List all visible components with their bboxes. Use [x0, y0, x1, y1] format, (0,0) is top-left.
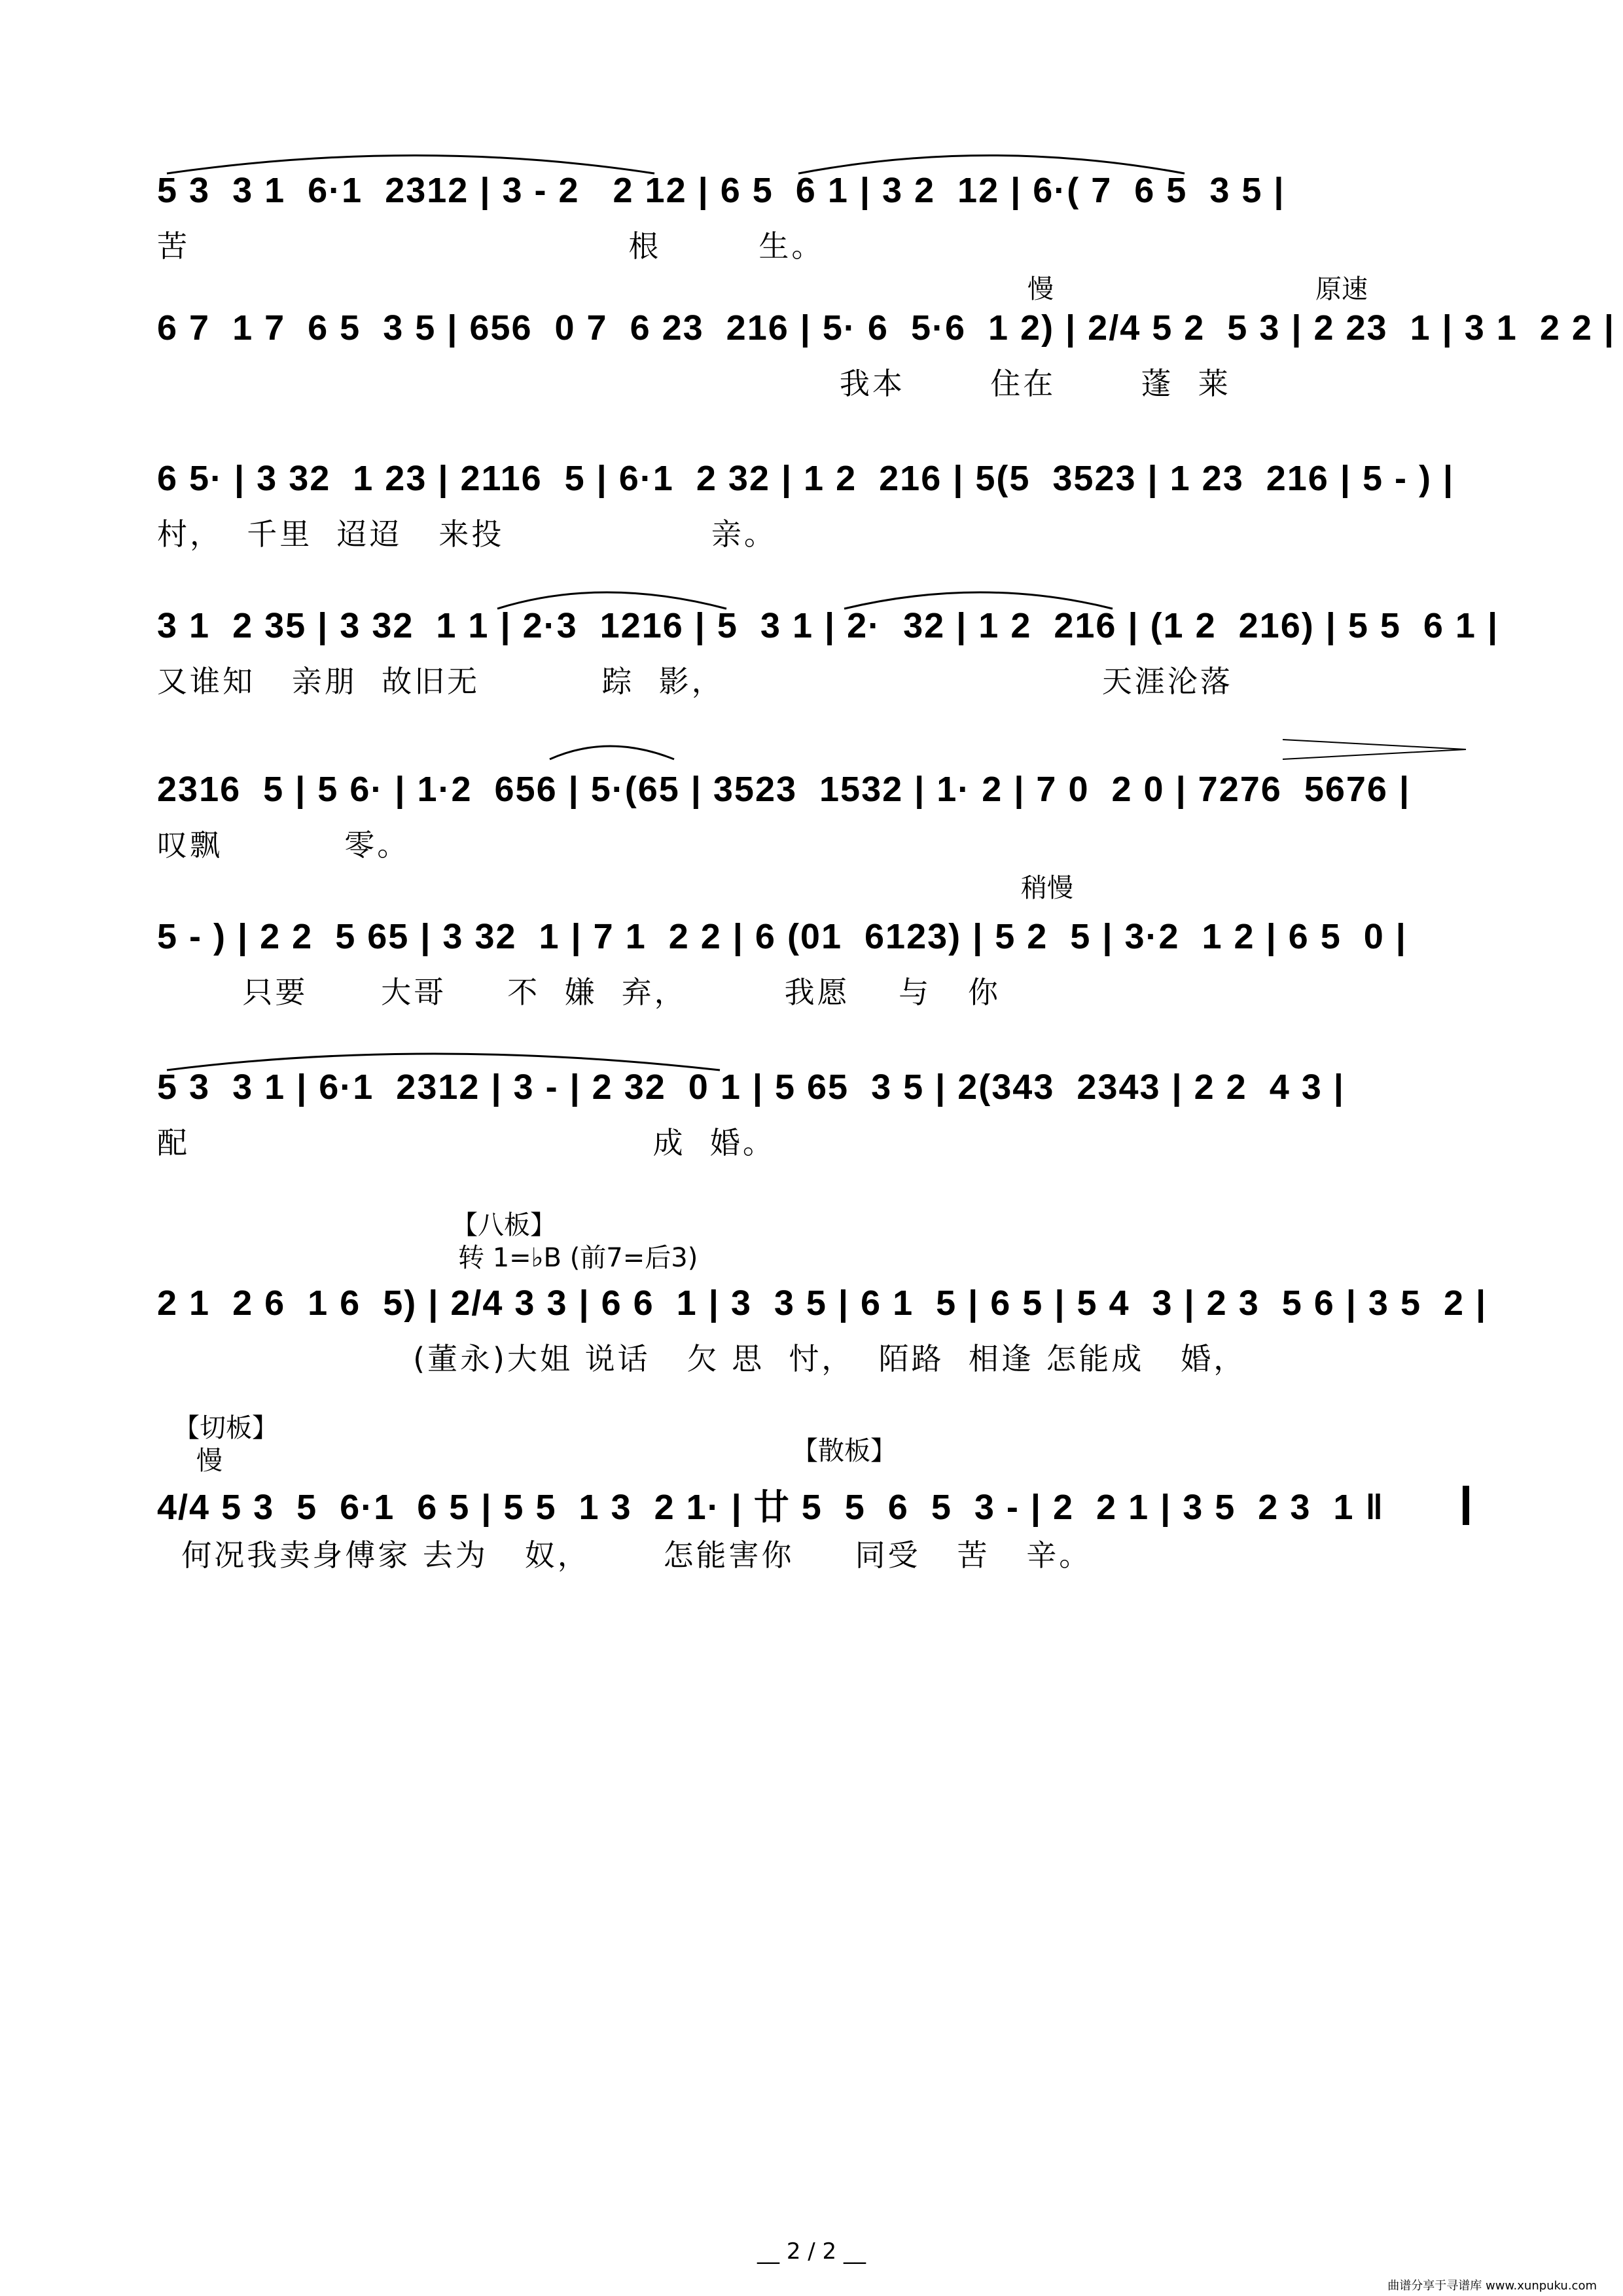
- lyrics-row: 我本 住在 蓬 莱: [157, 366, 1231, 401]
- tempo-mark-slow: 慢: [196, 1446, 223, 1476]
- tempo-mark-slightly-slow: 稍慢: [1021, 873, 1073, 903]
- lyrics-row: 配 成 婚。: [157, 1125, 776, 1160]
- notes-row: 5 3 3 1 6·1 2312 | 3 - 2 2 12 | 6 5 6 1 | 3 2 12 | 6·( 7 6 5 3 5 |: [157, 171, 1285, 210]
- notes-row: 6 5· | 3 32 1 23 | 2116 5 | 6·1 2 32 | 1 2 216 | 5(5 3523 | 1 23 216 | 5 - ) |: [157, 459, 1455, 498]
- page-number: __ 2 / 2 __: [757, 2238, 866, 2265]
- lyrics-row: 叹飘 零。: [157, 827, 410, 863]
- key-change-mark: 转 1=♭B (前7=后3): [458, 1243, 698, 1273]
- section-mark-eight-beat: 【八板】: [452, 1210, 556, 1240]
- lyrics-row: 又谁知 亲朋 故旧无 踪 影， 天涯沦落: [157, 664, 1233, 699]
- notes-row: 6 7 1 7 6 5 3 5 | 656 0 7 6 23 216 | 5· 6 5·6 1 2) | 2/4 5 2 5 3 | 2 23 1 | 3 1 2 2 |: [157, 308, 1615, 348]
- tempo-mark-original: 原速: [1315, 274, 1368, 304]
- site-credit: 曲谱分享于寻谱库 www.xunpuku.com: [1387, 2279, 1597, 2293]
- lyrics-row: 村， 千里 迢迢 来投 亲。: [157, 516, 777, 552]
- notes-row: 3 1 2 35 | 3 32 1 1 | 2·3 1216 | 5 3 1 | 2· 32 | 1 2 216 | (1 2 216) | 5 5 6 1 |: [157, 606, 1499, 645]
- lyrics-row: (董永)大姐 说话 欠 思 忖， 陌路 相逢 怎能成 婚，: [157, 1341, 1247, 1376]
- lyrics-row: 只要 大哥 不 嫌 弃， 我愿 与 你: [157, 975, 1001, 1010]
- notes-row: 2316 5 | 5 6· | 1·2 656 | 5·(65 | 3523 1532 | 1· 2 | 7 0 2 0 | 7276 5676 |: [157, 770, 1411, 809]
- lyrics-row: 何况我卖身傅家 去为 奴， 怎能害你 同受 苦 辛。: [157, 1537, 1092, 1573]
- notes-row: 4/4 5 3 5 6·1 6 5 | 5 5 1 3 2 1· | 廿 5 5 6 5 3 - | 2 2 1 | 3 5 2 3 1 ‖: [157, 1488, 1385, 1527]
- section-mark-cut: 【切板】: [173, 1413, 278, 1443]
- notes-row: 5 - ) | 2 2 5 65 | 3 32 1 | 7 1 2 2 | 6 (01 6123) | 5 2 5 | 3·2 1 2 | 6 5 0 |: [157, 917, 1407, 956]
- final-barline: [1463, 1486, 1469, 1525]
- section-mark-free: 【散板】: [792, 1436, 897, 1466]
- lyrics-row: 苦 根 生。: [157, 228, 825, 264]
- tempo-mark-slow: 慢: [1027, 274, 1054, 304]
- notes-row: 2 1 2 6 1 6 5) | 2/4 3 3 | 6 6 1 | 3 3 5 | 6 1 5 | 6 5 | 5 4 3 | 2 3 5 6 | 3 5 2 |: [157, 1283, 1488, 1323]
- notes-row: 5 3 3 1 | 6·1 2312 | 3 - | 2 32 0 1 | 5 65 3 5 | 2(343 2343 | 2 2 4 3 |: [157, 1067, 1345, 1107]
